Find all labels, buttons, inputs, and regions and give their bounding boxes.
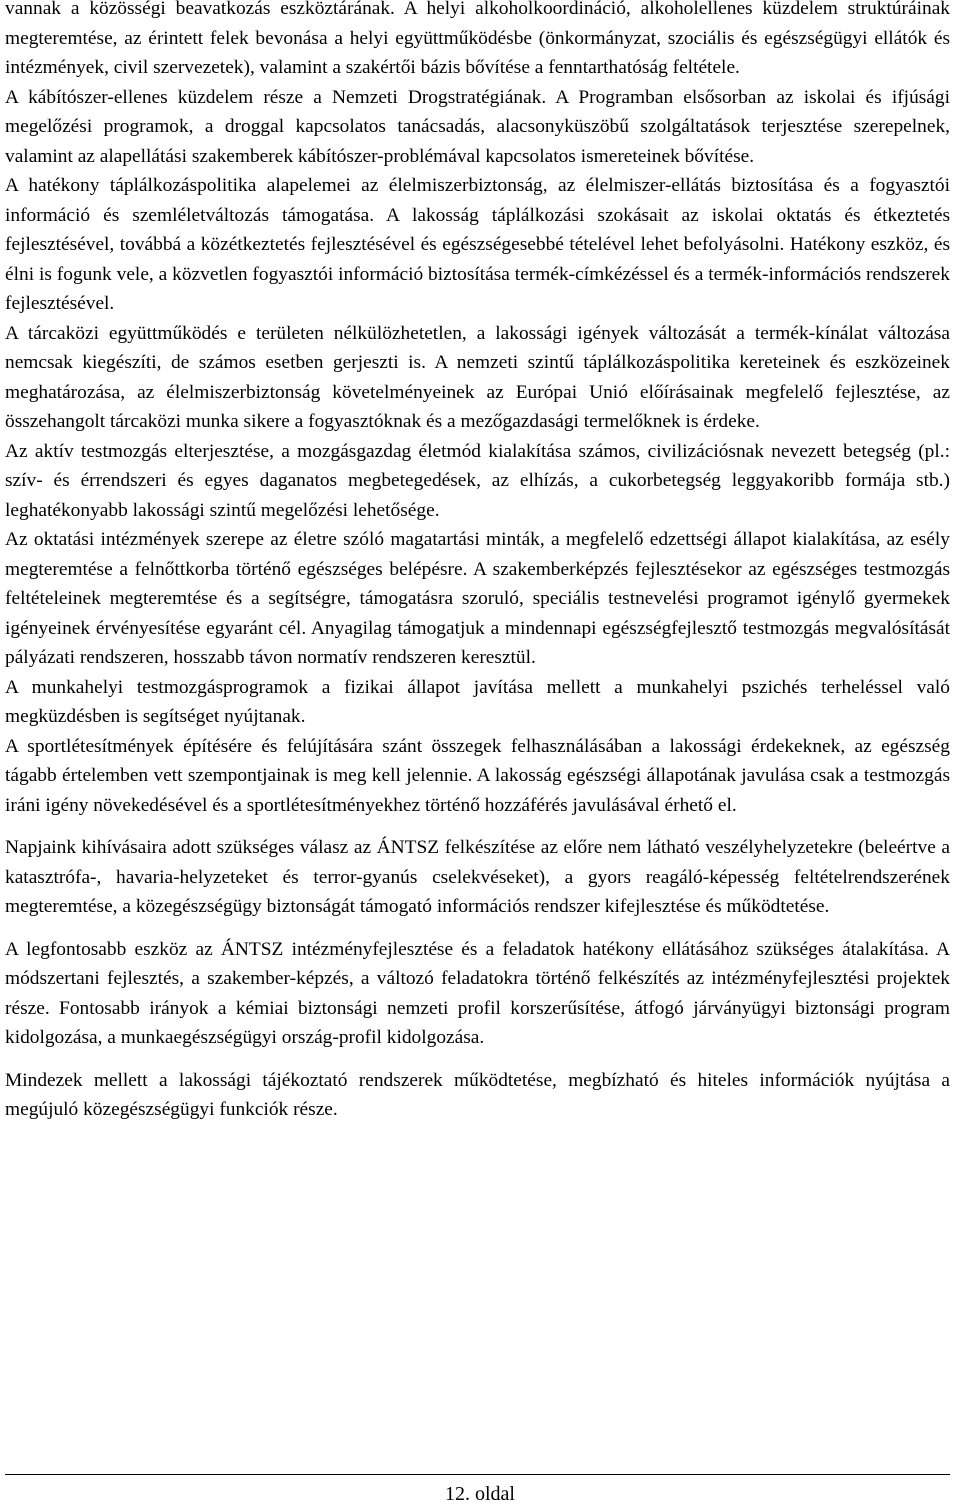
footer-divider <box>5 1474 950 1475</box>
paragraph-antsz-development: A legfontosabb eszköz az ÁNTSZ intézményfejlesztése és a feladatok hatékony ellátásához szükséges átalakítása. A módszertani fejlesztés, a szakember-képzés, a változó feladatokra történő felkészítés az intézményfejlesztési projektek része. Fontosabb irányok a kémiai biztonsági nemzeti profil korszerűsítése, átfogó járványügyi biztonsági program kidolgozása, a munkaegészségügyi ország-profil kidolgozása. <box>5 938 950 1048</box>
paragraph-interministerial-cooperation: A tárcaközi együttműködés e területen nélkülözhetetlen, a lakossági igények változását a termék-kínálat változása nemcsak kiegészíti, de számos esetben gerjeszti is. A nemzeti szintű táplálkozáspolitika kereteinek és eszközeinek meghatározása, az élelmiszerbiztonság követelményeinek az Európai Unió előírásainak megfelelő fejlesztése, az összehangolt tárcaközi munka sikere a fogyasztóknak és a mezőgazdasági termelőknek is érdeke. <box>5 322 950 432</box>
paragraph-workplace-exercise: A munkahelyi testmozgásprogramok a fizikai állapot javítása mellett a munkahelyi pszichés terheléssel való megküzdésben is segítséget nyújtanak. <box>5 676 950 727</box>
document-page <box>5 0 950 1125</box>
paragraph-public-information: Mindezek mellett a lakossági tájékoztató rendszerek működtetése, megbízható és hiteles információk nyújtása a megújuló közegészségügyi funkciók része. <box>5 1069 950 1120</box>
paragraph-antsz-preparedness: Napjaink kihívásaira adott szükséges válasz az ÁNTSZ felkészítése az előre nem látható veszélyhelyzetekre (beleértve a katasztrófa-, havaria-helyzeteket és terror-gyanús cselekvéseket), a gyors reagáló-képesség feltételrendszerének megteremtése, a közegészségügy biztonságát támogató információs rendszer kifejlesztése és működtetése. <box>5 837 950 917</box>
paragraph-sports-facilities: A sportlétesítmények építésére és felújítására szánt összegek felhasználásában a lakossági érdekeknek, az egészség tágabb értelemben vett szempontjainak is meg kell jelennie. A lakosság egészségi állapotának javulása csak a testmozgás iráni igény növekedésével és a sportlétesítményekhez történő hozzáférés javulásával érhető el. <box>5 735 950 816</box>
page-number: 12. oldal <box>445 1483 515 1505</box>
paragraph-nutrition-policy: A hatékony táplálkozáspolitika alapelemei az élelmiszerbiztonság, az élelmiszer-ellátás biztosítása és a fogyasztói információ és szemléletváltozás támogatása. A lakosság táplálkozási szokásait az iskolai oktatás és étkeztetés fejlesztésével, továbbá a közétkeztetés fejlesztésével és egészségesebbé tételével lehet befolyásolni. Hatékony eszköz, és élni is fogunk vele, a közvetlen fogyasztói információ biztosítása termék-címkézéssel és a termék-információs rendszerek fejlesztésével. <box>5 175 950 314</box>
paragraph-alcohol-coordination: vannak a közösségi beavatkozás eszköztárának. A helyi alkoholkoordináció, alkoholellenes küzdelem struktúráinak megteremtése, az érintett felek bevonása a helyi együttműködésbe (önkormányzat, szociális és egészségügyi ellátók és intézmények, civil szervezetek), valamint a szakértői bázis bővítése a fenntarthatóság feltétele. <box>5 0 950 78</box>
paragraph-educational-institutions: Az oktatási intézmények szerepe az életre szóló magatartási minták, a megfelelő edzettségi állapot kialakítása, az esély megteremtése a felnőttkorba történő egészséges belépésre. A szakemberképzés fejlesztésekor az egészséges testmozgás feltételeinek megteremtése és a segítségre, támogatásra szoruló, speciális testnevelési programot igénylő gyermekek igényeinek érvényesítése egyaránt cél. Anyagilag támogatjuk a mindennapi egészségfejlesztő testmozgás megvalósítását pályázati rendszeren, hosszabb távon normatív rendszeren keresztül. <box>5 529 950 668</box>
paragraph-drug-strategy: A kábítószer-ellenes küzdelem része a Nemzeti Drogstratégiának. A Programban elsősorban az iskolai és ifjúsági megelőzési programok, a droggal kapcsolatos tanácsadás, alacsonyküszöbű szolgáltatások terjesztése szerepelnek, valamint az alapellátási szakemberek kábítószer-problémával kapcsolatos ismereteinek bővítése. <box>5 86 950 167</box>
paragraph-active-exercise: Az aktív testmozgás elterjesztése, a mozgásgazdag életmód kialakítása számos, civilizációsnak nevezett betegség (pl.: szív- és érrendszeri és egyes daganatos megbetegedések, az elhízás, a cukorbetegség leggyakoribb formája stb.) leghatékonyabb lakossági szintű megelőzési lehetősége. <box>5 440 950 521</box>
